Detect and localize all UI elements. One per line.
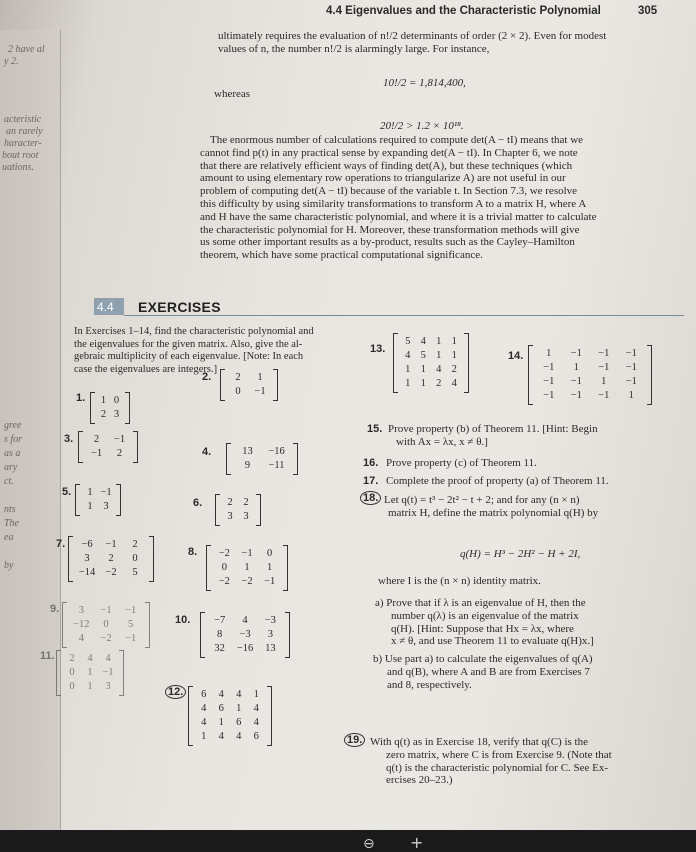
matrix-entry: 1 — [405, 378, 411, 389]
text-line: Prove property (c) of Theorem 11. — [386, 457, 537, 469]
matrix-entry: −2 — [100, 633, 112, 644]
right-bracket — [464, 333, 469, 393]
matrix-entry: 2 — [243, 497, 249, 508]
matrix-entry: 2 — [116, 448, 123, 459]
matrix-row — [195, 702, 265, 716]
right-bracket — [116, 484, 121, 516]
exercise-number: 13. — [370, 343, 386, 355]
matrix-row — [195, 730, 265, 744]
matrix-row — [233, 445, 291, 459]
matrix-entry: 4 — [253, 703, 259, 714]
section-number: 4.4 — [97, 300, 114, 314]
matrix-entry: −7 — [214, 615, 226, 626]
matrix-entry: 2 — [93, 434, 100, 445]
margin-fragment: y 2. — [4, 56, 19, 67]
equation-20-factorial: 20!/2 > 1.2 × 10¹⁸. — [380, 120, 464, 132]
matrix-entry: −1 — [625, 362, 637, 373]
exercise-number — [360, 492, 381, 504]
exercise-matrix — [200, 612, 290, 658]
right-bracket — [293, 443, 298, 475]
matrix-row — [207, 628, 283, 642]
text-line: with Ax = λx, x ≠ θ.] — [396, 435, 488, 448]
exercise-number: 10. — [175, 614, 191, 626]
matrix-entry: 1 — [87, 681, 93, 692]
matrix-entry: 13 — [265, 643, 276, 654]
right-bracket — [267, 686, 272, 746]
matrix-entry: −1 — [105, 539, 117, 550]
left-bracket — [528, 345, 533, 405]
matrix-entry: 4 — [201, 717, 207, 728]
matrix-entry: 1 — [267, 562, 273, 573]
left-bracket — [78, 431, 83, 463]
matrix-entry: 4 — [236, 731, 242, 742]
matrix-entry: 1 — [420, 364, 426, 375]
exercise-number: 6. — [193, 497, 203, 509]
matrix-entry: −11 — [268, 460, 285, 471]
left-bracket — [75, 484, 80, 516]
exercise-number: 11. — [40, 650, 55, 662]
matrix-entry: 4 — [253, 717, 259, 728]
matrix-row — [69, 618, 143, 632]
matrix-entry: 4 — [242, 615, 248, 626]
intro-paragraph-1 — [218, 30, 668, 56]
text-line: With q(t) as in Exercise 18, verify that q(C) is the — [370, 736, 588, 748]
matrix-entry: −1 — [100, 487, 112, 498]
margin-fragment: gree — [4, 420, 22, 431]
text-line: amount to using elementary row operations to triangularize A) are not useful in our — [200, 172, 566, 185]
matrix-entry: 1 — [546, 348, 552, 359]
left-bracket — [220, 369, 225, 401]
exercise-matrix — [68, 536, 154, 582]
matrix-row — [75, 552, 147, 566]
matrix-entry: −6 — [81, 539, 93, 550]
matrix-entry: 4 — [218, 689, 224, 700]
matrix-row — [69, 604, 143, 618]
text-line: q(H). [Hint: Suppose that Hx = λx, where — [391, 622, 574, 635]
margin-fragment: haracter- — [4, 138, 42, 149]
matrix-entry: 1 — [436, 350, 442, 361]
matrix-row — [535, 361, 645, 375]
margin-fragment: ea — [4, 532, 14, 543]
matrix-entry: 5 — [405, 336, 411, 347]
running-head-title: 4.4 Eigenvalues and the Characteristic Polynomial — [326, 5, 601, 17]
margin-fragment: ary — [4, 462, 18, 473]
matrix-row — [85, 447, 131, 461]
matrix-entry: 2 — [227, 497, 233, 508]
margin-fragment: ct. — [4, 476, 14, 487]
text-line: that there are relatively efficient ways of finding det(A), but these techniques (which — [200, 159, 573, 172]
matrix-entry: 3 — [105, 681, 111, 692]
margin-fragment: nts — [4, 504, 16, 515]
matrix-row — [207, 642, 283, 656]
left-bracket — [200, 612, 205, 658]
equation-q-of-h: q(H) = H³ − 2H² − H + 2I, — [460, 548, 581, 560]
text-line: the eigenvalues for the given matrix. Also, give the al- — [74, 338, 303, 350]
matrix-entry: 6 — [201, 689, 207, 700]
left-bracket — [393, 333, 398, 393]
text-line: case the eigenvalues are integers.] — [74, 363, 218, 375]
exercise-number — [165, 686, 186, 698]
matrix-entry: 4 — [218, 731, 224, 742]
text-line: and H have the same characteristic polynomial, and where it is a trivial matter to calculate — [200, 210, 597, 223]
text-line: problem of computing det(A − tI) because of the variable t. In Section 7.3, we resolve — [200, 185, 578, 198]
matrix-entry: −1 — [543, 362, 555, 373]
matrix-row — [75, 566, 147, 580]
matrix-entry: 13 — [242, 446, 253, 457]
matrix-entry: 4 — [201, 703, 207, 714]
matrix-entry: 0 — [69, 681, 75, 692]
matrix-row — [213, 575, 281, 589]
exercise-matrix — [188, 686, 272, 746]
matrix-entry: 9 — [244, 460, 251, 471]
text-line: Complete the proof of property (a) of Theorem 11. — [386, 475, 609, 487]
exercise-number — [344, 734, 365, 746]
matrix-entry: 1 — [628, 390, 634, 401]
matrix-entry: 0 — [132, 553, 138, 564]
matrix-entry: −1 — [264, 576, 276, 587]
matrix-entry: 1 — [451, 336, 457, 347]
matrix-entry: 4 — [78, 633, 84, 644]
matrix-row — [535, 347, 645, 361]
exercise-matrix — [393, 333, 469, 393]
matrix-entry: 0 — [221, 562, 227, 573]
matrix-entry: 2 — [108, 553, 114, 564]
matrix-entry: 4 — [405, 350, 411, 361]
matrix-entry: 1 — [420, 378, 426, 389]
left-bracket — [215, 494, 220, 526]
right-bracket — [145, 602, 150, 648]
text-line: the characteristic polynomial for H. Moreover, these transformation methods will give — [200, 223, 580, 236]
text-line: Let q(t) = t³ − 2t² − t + 2; and for any (n × n) — [384, 494, 580, 506]
circled-number: 12. — [165, 685, 186, 699]
exercise-number: 8. — [188, 546, 198, 558]
right-bracket — [285, 612, 290, 658]
matrix-entry: 1 — [236, 703, 242, 714]
matrix-entry: 4 — [451, 378, 457, 389]
matrix-entry: 0 — [69, 667, 75, 678]
exercise-number: 14. — [508, 350, 524, 362]
exercise-19-text — [370, 736, 648, 787]
exercise-matrix — [78, 431, 138, 463]
matrix-entry: 32 — [214, 643, 225, 654]
matrix-entry: −1 — [102, 667, 114, 678]
matrix-entry: −2 — [218, 548, 230, 559]
matrix-row — [400, 335, 462, 349]
circled-number: 18. — [360, 491, 381, 505]
matrix-entry: 1 — [451, 350, 457, 361]
matrix-entry: −1 — [90, 448, 103, 459]
right-bracket — [256, 494, 261, 526]
matrix-entry: 6 — [253, 731, 259, 742]
matrix-entry: −1 — [113, 434, 126, 445]
matrix-entry: 1 — [436, 336, 442, 347]
matrix-entry: 2 — [132, 539, 138, 550]
matrix-entry: 2 — [451, 364, 457, 375]
matrix-row — [97, 408, 123, 422]
matrix-entry: 1 — [218, 717, 224, 728]
margin-fragment: bout root — [2, 150, 39, 161]
matrix-entry: −1 — [254, 386, 266, 397]
matrix-entry: −1 — [570, 390, 582, 401]
matrix-entry: 1 — [100, 395, 107, 406]
exercise-matrix — [215, 494, 261, 526]
matrix-row — [213, 547, 281, 561]
zoom-in-icon[interactable]: + — [410, 833, 424, 852]
text-line: The enormous number of calculations required to compute det(A − tI) means that we — [210, 134, 584, 146]
matrix-entry: −1 — [598, 348, 610, 359]
text-line: values of n, the number n!/2 is alarmingly large. For instance, — [218, 42, 490, 55]
matrix-row — [233, 459, 291, 473]
exercise-18-part-a — [375, 597, 645, 648]
exercise-17-text — [386, 475, 656, 488]
exercise-number: 2. — [202, 371, 212, 383]
page-number: 305 — [638, 5, 658, 17]
matrix-row — [63, 666, 117, 680]
matrix-entry: −1 — [543, 376, 555, 387]
matrix-row — [82, 486, 114, 500]
intro-paragraph-2 — [200, 134, 658, 262]
exercise-matrix — [528, 345, 652, 405]
exercise-16-text — [386, 457, 648, 470]
matrix-entry: 4 — [105, 653, 111, 664]
matrix-entry: −3 — [239, 629, 251, 640]
right-bracket — [283, 545, 288, 591]
margin-fragment: 2 have al — [8, 44, 45, 55]
matrix-row — [400, 363, 462, 377]
matrix-entry: 1 — [87, 501, 93, 512]
matrix-row — [535, 389, 645, 403]
matrix-entry: 3 — [227, 511, 233, 522]
matrix-entry: −1 — [125, 605, 137, 616]
exercise-number: 16. — [363, 457, 379, 469]
matrix-entry: 4 — [420, 336, 426, 347]
exercise-instructions — [74, 326, 344, 376]
matrix-row — [222, 510, 254, 524]
matrix-row — [97, 394, 123, 408]
matrix-row — [75, 538, 147, 552]
matrix-row — [227, 371, 271, 385]
exercise-number: 1. — [76, 392, 86, 404]
matrix-entry: 2 — [69, 653, 75, 664]
margin-fragment: by — [4, 560, 14, 571]
matrix-entry: 1 — [257, 372, 263, 383]
matrix-entry: 0 — [267, 548, 273, 559]
exercise-number: 17. — [363, 475, 379, 487]
matrix-row — [63, 680, 117, 694]
section-rule — [124, 315, 684, 316]
right-bracket — [119, 650, 124, 696]
left-bracket — [206, 545, 211, 591]
left-bracket — [68, 536, 73, 582]
matrix-entry: 5 — [132, 567, 138, 578]
matrix-entry: 0 — [235, 386, 241, 397]
matrix-entry: 3 — [267, 629, 273, 640]
text-line: this difficulty by using similarity transformations to transform A to a matrix H, where A — [200, 197, 587, 210]
matrix-entry: 5 — [128, 619, 134, 630]
exercise-number: 15. — [367, 423, 383, 435]
margin-fragment: acteristic — [4, 114, 42, 125]
exercise-18-part-b — [373, 653, 645, 691]
text-line: cannot find p(t) in any practical sense by expanding det(A − tI). In Chapter 6, we note — [200, 146, 578, 159]
matrix-entry: 6 — [218, 703, 224, 714]
matrix-entry: 1 — [253, 689, 259, 700]
right-bracket — [647, 345, 652, 405]
text-line: gebraic multiplicity of each eigenvalue. [Note: In each — [74, 351, 304, 362]
margin-fragment: uations. — [2, 162, 34, 173]
text-line: us some other important results as a by-product, results such as the Cayley–Hamilton — [200, 236, 575, 249]
matrix-entry: −16 — [236, 643, 254, 654]
left-bracket — [62, 602, 67, 648]
matrix-row — [69, 632, 143, 646]
matrix-entry: −1 — [100, 605, 112, 616]
matrix-row — [82, 500, 114, 514]
matrix-row — [195, 688, 265, 702]
exercise-matrix — [56, 650, 124, 696]
matrix-row — [400, 349, 462, 363]
matrix-entry: −16 — [268, 446, 285, 457]
matrix-entry: 1 — [87, 667, 93, 678]
text-line: a) Prove that if λ is an eigenvalue of H, then the — [375, 597, 586, 609]
matrix-row — [400, 377, 462, 391]
matrix-entry: 1 — [244, 562, 250, 573]
exercise-matrix — [226, 443, 298, 475]
text-line: ultimately requires the evaluation of n!/2 determinants of order (2 × 2). Even for modest — [218, 30, 607, 42]
matrix-entry: 2 — [436, 378, 442, 389]
text-line: x ≠ θ, and use Theorem 11 to evaluate q(H)x.] — [391, 635, 594, 648]
circled-number: 19. — [344, 733, 365, 747]
exercise-number: 7. — [56, 538, 66, 550]
matrix-entry: 2 — [100, 409, 107, 420]
text-line: q(t) is the characteristic polynomial for C. See Ex- — [386, 761, 609, 774]
matrix-entry: −2 — [218, 576, 230, 587]
exercise-matrix — [90, 392, 130, 424]
matrix-entry: −2 — [241, 576, 253, 587]
exercise-number: 4. — [202, 446, 212, 458]
exercise-matrix — [220, 369, 278, 401]
matrix-row — [213, 561, 281, 575]
section-title: EXERCISES — [138, 299, 221, 315]
matrix-entry: −1 — [125, 633, 137, 644]
matrix-entry: 4 — [436, 364, 442, 375]
matrix-entry: 2 — [235, 372, 241, 383]
exercise-18-after — [378, 575, 648, 588]
exercise-15-text — [388, 423, 650, 449]
text-line: where I is the (n × n) identity matrix. — [378, 575, 541, 587]
matrix-entry: 3 — [78, 605, 84, 616]
matrix-entry: −1 — [241, 548, 253, 559]
exercise-number: 3. — [64, 433, 74, 445]
matrix-entry: −14 — [78, 567, 96, 578]
matrix-entry: −1 — [598, 390, 610, 401]
matrix-entry: −1 — [625, 376, 637, 387]
matrix-row — [207, 614, 283, 628]
matrix-entry: −3 — [264, 615, 276, 626]
matrix-entry: 3 — [113, 409, 120, 420]
matrix-entry: 1 — [87, 487, 93, 498]
zoom-out-icon[interactable]: ⊖ — [363, 836, 375, 852]
matrix-entry: −1 — [625, 348, 637, 359]
matrix-row — [222, 496, 254, 510]
exercise-18-text — [384, 494, 654, 520]
matrix-row — [63, 652, 117, 666]
right-bracket — [133, 431, 138, 463]
left-bracket — [226, 443, 231, 475]
matrix-row — [227, 385, 271, 399]
matrix-entry: 8 — [217, 629, 223, 640]
matrix-entry: 4 — [236, 689, 242, 700]
matrix-entry: 1 — [405, 364, 411, 375]
matrix-entry: 6 — [236, 717, 242, 728]
text-line: zero matrix, where C is from Exercise 9. (Note that — [386, 748, 612, 761]
margin-fragment: an rarely — [6, 126, 43, 137]
matrix-entry: −1 — [570, 376, 582, 387]
matrix-entry: 5 — [420, 350, 426, 361]
exercise-matrix — [206, 545, 288, 591]
left-bracket — [56, 650, 61, 696]
matrix-row — [535, 375, 645, 389]
text-line: and 8, respectively. — [387, 678, 472, 691]
exercise-matrix — [75, 484, 121, 516]
margin-fragment: as a — [4, 448, 21, 459]
matrix-row — [195, 716, 265, 730]
right-bracket — [125, 392, 130, 424]
text-line: b) Use part a) to calculate the eigenvalues of q(A) — [373, 653, 593, 665]
right-bracket — [273, 369, 278, 401]
matrix-entry: −1 — [570, 348, 582, 359]
matrix-entry: 3 — [84, 553, 90, 564]
text-line: number q(λ) is an eigenvalue of the matrix — [391, 609, 579, 622]
matrix-entry: 4 — [87, 653, 93, 664]
matrix-entry: 1 — [573, 362, 579, 373]
matrix-row — [85, 433, 131, 447]
equation-10-factorial: 10!/2 = 1,814,400, — [383, 77, 466, 89]
text-line: and q(B), where A and B are from Exercises 7 — [387, 665, 590, 678]
matrix-entry: −12 — [73, 619, 90, 630]
exercise-number: 5. — [62, 486, 72, 498]
text-line: ercises 20–23.) — [386, 774, 453, 787]
text-line: Prove property (b) of Theorem 11. [Hint: Begin — [388, 423, 598, 435]
whereas-word: whereas — [214, 88, 251, 100]
margin-fragment: s for — [4, 434, 23, 445]
text-line: In Exercises 1–14, find the characteristic polynomial and — [74, 326, 314, 337]
exercise-number: 9. — [50, 603, 60, 615]
text-line: theorem, which have some practical computational significance. — [200, 249, 483, 262]
left-bracket — [188, 686, 193, 746]
matrix-entry: 0 — [103, 619, 109, 630]
matrix-entry: 3 — [103, 501, 109, 512]
matrix-entry: −2 — [105, 567, 117, 578]
exercise-matrix — [62, 602, 150, 648]
matrix-entry: 1 — [601, 376, 607, 387]
matrix-entry: −1 — [598, 362, 610, 373]
left-bracket — [90, 392, 95, 424]
right-bracket — [149, 536, 154, 582]
matrix-entry: 1 — [201, 731, 207, 742]
previous-page-margin — [0, 30, 61, 830]
matrix-entry: 0 — [113, 395, 120, 406]
text-line: matrix H, define the matrix polynomial q(H) by — [388, 506, 599, 519]
margin-fragment: The — [4, 518, 19, 529]
matrix-entry: −1 — [543, 390, 555, 401]
matrix-entry: 3 — [243, 511, 249, 522]
